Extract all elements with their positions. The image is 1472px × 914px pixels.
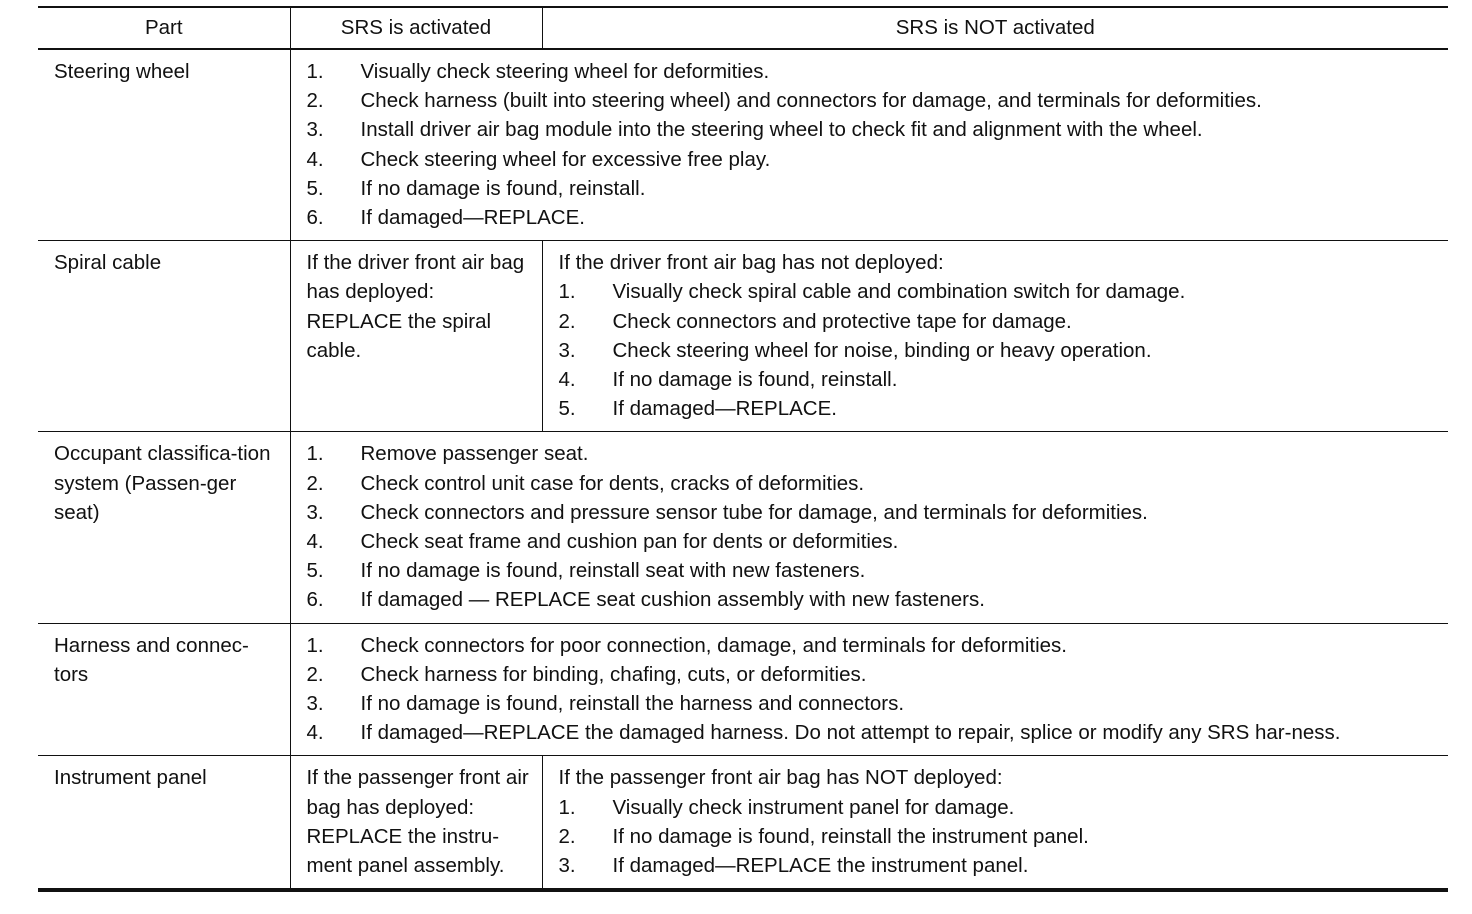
step-text: If damaged—REPLACE the damaged harness. Do not attempt to repair, splice or modify any SRS har-ness. (360, 721, 1341, 745)
step-number: 4. (306, 721, 324, 745)
step-text: Visually check steering wheel for deformities. (360, 60, 770, 83)
not-activated-cell (542, 756, 1448, 890)
list-item (307, 556, 1439, 585)
step-text: Install driver air bag module into the steering wheel to check fit and alignment with the wheel. (360, 118, 1203, 142)
list-item (307, 469, 1439, 498)
step-number: 4. (306, 147, 324, 171)
step-text: Check steering wheel for noise, binding or heavy operation. (612, 338, 1152, 362)
steps-cell (290, 49, 1448, 241)
list-item (307, 660, 1439, 689)
list-item (559, 307, 1439, 336)
step-number: 3. (558, 854, 576, 878)
list-item (307, 498, 1439, 527)
step-text: Check harness for binding, chafing, cuts, or deformities. (360, 662, 867, 686)
step-text: If damaged—REPLACE. (360, 206, 585, 230)
step-number: 1. (558, 795, 576, 819)
step-number: 3. (306, 500, 324, 524)
steps-list (559, 277, 1439, 423)
step-text: If damaged—REPLACE. (612, 397, 837, 421)
part-cell: Instrument panel (38, 756, 290, 890)
step-number: 2. (558, 309, 576, 333)
step-number: 3. (558, 338, 576, 362)
list-item (559, 851, 1439, 880)
list-item (307, 631, 1439, 660)
step-text: If damaged — REPLACE seat cushion assembly with new fasteners. (360, 588, 985, 612)
activated-cell: If the driver front air bag has deployed: REPLACE the spiral cable. (290, 241, 542, 432)
steps-list (307, 439, 1439, 614)
step-text: Check control unit case for dents, cracks of deformities. (360, 471, 865, 495)
step-text: Visually check instrument panel for damage. (612, 795, 1015, 819)
condition-intro: If the driver front air bag has not deployed: (558, 251, 944, 275)
list-item (559, 336, 1439, 365)
list-item (307, 174, 1439, 203)
steps-list (307, 631, 1439, 748)
step-number: 2. (558, 824, 576, 848)
step-number: 1. (306, 60, 324, 83)
part-cell: Harness and connec-tors (38, 623, 290, 756)
step-text: If no damage is found, reinstall the harness and connectors. (360, 692, 905, 716)
steps-list (559, 793, 1439, 881)
table-row-harness-connectors (38, 623, 1448, 756)
step-text: Check harness (built into steering wheel) and connectors for damage, and terminals for deformities. (360, 89, 1262, 113)
table-header (38, 7, 1448, 49)
header-part: Part (38, 7, 290, 49)
step-number: 4. (558, 368, 576, 392)
step-number: 3. (306, 692, 324, 716)
list-item (307, 145, 1439, 174)
table-row-spiral-cable (38, 241, 1448, 432)
list-item (307, 203, 1439, 232)
activated-cell: If the passenger front air bag has deployed: REPLACE the instru-ment panel assembly. (290, 756, 542, 890)
step-number: 6. (306, 206, 324, 230)
table-row-occupant-classification (38, 432, 1448, 623)
step-text: Check seat frame and cushion pan for dents or deformities. (360, 530, 899, 554)
not-activated-cell (542, 241, 1448, 432)
step-text: Check steering wheel for excessive free play. (360, 147, 771, 171)
step-number: 2. (306, 89, 324, 113)
list-item (559, 394, 1439, 423)
step-number: 2. (306, 471, 324, 495)
step-text: Check connectors and pressure sensor tube for damage, and terminals for deformities. (360, 500, 1148, 524)
header-srs-not-activated: SRS is NOT activated (542, 7, 1448, 49)
step-text: Visually check spiral cable and combination switch for damage. (612, 280, 1186, 304)
list-item (307, 718, 1439, 747)
list-item (307, 57, 1439, 86)
table-row-steering-wheel (38, 49, 1448, 241)
header-srs-activated: SRS is activated (290, 7, 542, 49)
step-number: 1. (306, 633, 324, 657)
step-number: 5. (306, 559, 324, 583)
step-text: If no damage is found, reinstall. (360, 176, 646, 200)
list-item (559, 822, 1439, 851)
list-item (307, 86, 1439, 115)
step-text: If no damage is found, reinstall seat with new fasteners. (360, 559, 866, 583)
step-number: 4. (306, 530, 324, 554)
srs-inspection-table (38, 6, 1448, 892)
step-number: 3. (306, 118, 324, 142)
step-number: 1. (306, 442, 324, 466)
step-text: If no damage is found, reinstall. (612, 368, 898, 392)
step-number: 2. (306, 662, 324, 686)
list-item (307, 115, 1439, 144)
step-number: 6. (306, 588, 324, 612)
list-item (559, 277, 1439, 306)
list-item (307, 585, 1439, 614)
step-text: Remove passenger seat. (360, 442, 589, 466)
table-row-instrument-panel (38, 756, 1448, 890)
list-item (307, 439, 1439, 468)
step-text: Check connectors and protective tape for damage. (612, 309, 1072, 333)
step-number: 1. (558, 280, 576, 304)
part-cell: Occupant classifica-tion system (Passen-ger seat) (38, 432, 290, 623)
header-row (38, 7, 1448, 49)
steps-list (307, 57, 1439, 232)
list-item (307, 689, 1439, 718)
part-cell: Steering wheel (38, 49, 290, 241)
steps-cell (290, 432, 1448, 623)
step-number: 5. (306, 176, 324, 200)
step-number: 5. (558, 397, 576, 421)
step-text: If no damage is found, reinstall the instrument panel. (612, 824, 1089, 848)
step-text: Check connectors for poor connection, damage, and terminals for deformities. (360, 633, 1067, 657)
condition-intro: If the passenger front air bag has NOT deployed: (558, 766, 1003, 790)
list-item (559, 365, 1439, 394)
list-item (307, 527, 1439, 556)
part-cell: Spiral cable (38, 241, 290, 432)
table-body (38, 49, 1448, 890)
list-item (559, 793, 1439, 822)
step-text: If damaged—REPLACE the instrument panel. (612, 854, 1029, 878)
steps-cell (290, 623, 1448, 756)
